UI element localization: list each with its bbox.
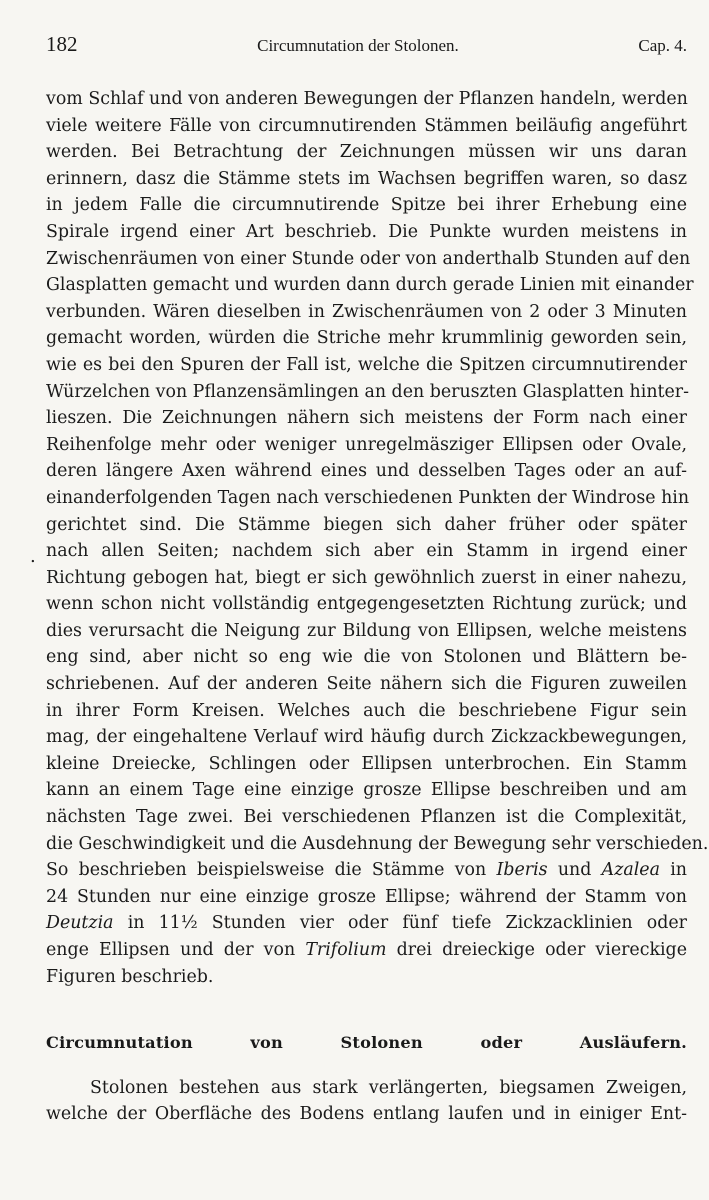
text-line: Reihenfolge mehr oder weniger unregelmäsziger Ellipsen oder Ovale, xyxy=(46,434,687,455)
paragraph xyxy=(46,86,709,857)
text-line: werden. Bei Betrachtung der Zeichnungen müssen wir uns daran xyxy=(46,142,687,163)
text-line: gerichtet sind. Die Stämme biegen sich daher früher oder später xyxy=(46,514,687,535)
text-line: 24 Stunden nur eine einzige grosze Ellipse; während der Stamm von xyxy=(46,886,687,907)
text-line: mag, der eingehaltene Verlauf wird häufig durch Zickzackbewegungen, xyxy=(46,727,687,748)
text-line: dies verursacht die Neigung zur Bildung von Ellipsen, welche meistens xyxy=(46,620,687,641)
text-line: gemacht worden, würden die Striche mehr krummlinig geworden sein, xyxy=(46,328,687,349)
section-heading: Circumnutation von Stolonen oder Ausläufern. xyxy=(46,1033,687,1053)
text-line: nächsten Tage zwei. Bei verschiedenen Pflanzen ist die Complexität, xyxy=(46,807,687,828)
paragraph xyxy=(46,1075,687,1128)
page-number: 182 xyxy=(46,32,78,56)
text-line: einanderfolgenden Tagen nach verschiedenen Punkten der Windrose hin xyxy=(46,487,690,508)
text-line: So beschrieben beispielsweise die Stämme von Iberis und Azalea in xyxy=(46,860,688,881)
text-line: verbunden. Wären dieselben in Zwischenräumen von 2 oder 3 Minuten xyxy=(46,301,687,322)
text-line: Figuren beschrieb. xyxy=(46,966,214,987)
text-line: Würzelchen von Pflanzensämlingen an den beruszten Glasplatten hinter- xyxy=(46,381,689,402)
text-line: schriebenen. Auf der anderen Seite nähern sich die Figuren zuweilen xyxy=(46,674,687,695)
text-line: viele weitere Fälle von circumnutirenden Stämmen beiläufig angeführt xyxy=(46,115,687,136)
text-line: welche der Oberfläche des Bodens entlang laufen und in einiger Ent- xyxy=(46,1104,687,1125)
text-line: wenn schon nicht vollständig entgegengesetzten Richtung zurück; und xyxy=(46,594,687,615)
text-line: Glasplatten gemacht und wurden dann durch gerade Linien mit einander xyxy=(46,275,694,296)
text-line: nach allen Seiten; nachdem sich aber ein Stamm in irgend einer xyxy=(46,541,687,562)
text-line: wie es bei den Spuren der Fall ist, welche die Spitzen circumnutirender xyxy=(46,354,687,375)
text-line: Spirale irgend einer Art beschrieb. Die Punkte wurden meistens in xyxy=(46,221,687,242)
text-line: vom Schlaf und von anderen Bewegungen der Pflanzen handeln, werden xyxy=(46,89,688,109)
running-title: Circumnutation der Stolonen. xyxy=(257,36,459,55)
text-line: in jedem Falle die circumnutirende Spitze bei ihrer Erhebung eine xyxy=(46,195,687,216)
chapter-label: Cap. 4. xyxy=(638,36,687,55)
page-header xyxy=(46,32,687,66)
text-line: Richtung gebogen hat, biegt er sich gewöhnlich zuerst in einer nahezu, xyxy=(46,567,687,588)
text-line: Zwischenräumen von einer Stunde oder von anderthalb Stunden auf den xyxy=(46,248,691,269)
body-text xyxy=(46,86,709,1128)
text-line: die Geschwindigkeit und die Ausdehnung der Bewegung sehr verschieden. xyxy=(46,833,709,854)
text-line: lieszen. Die Zeichnungen nähern sich meistens der Form nach einer xyxy=(46,408,687,429)
text-line: kleine Dreiecke, Schlingen oder Ellipsen unterbrochen. Ein Stamm xyxy=(46,753,687,774)
text-line: enge Ellipsen und der von Trifolium drei dreieckige oder viereckige xyxy=(46,940,687,960)
text-line: eng sind, aber nicht so eng wie die von Stolonen und Blättern be- xyxy=(46,647,687,668)
text-line: in ihrer Form Kreisen. Welches auch die beschriebene Figur sein xyxy=(46,700,687,721)
margin-dot: . xyxy=(30,546,36,567)
text-line: erinnern, dasz die Stämme stets im Wachsen begriffen waren, so dasz xyxy=(46,168,687,189)
text-line: Stolonen bestehen aus stark verlängerten, biegsamen Zweigen, xyxy=(90,1077,687,1098)
text-line: Deutzia in 11½ Stunden vier oder fünf tiefe Zickzacklinien oder xyxy=(46,913,687,934)
text-line: deren längere Axen während eines und desselben Tages oder an auf- xyxy=(46,461,687,482)
text-line: kann an einem Tage eine einzige grosze Ellipse beschreiben und am xyxy=(46,780,687,801)
